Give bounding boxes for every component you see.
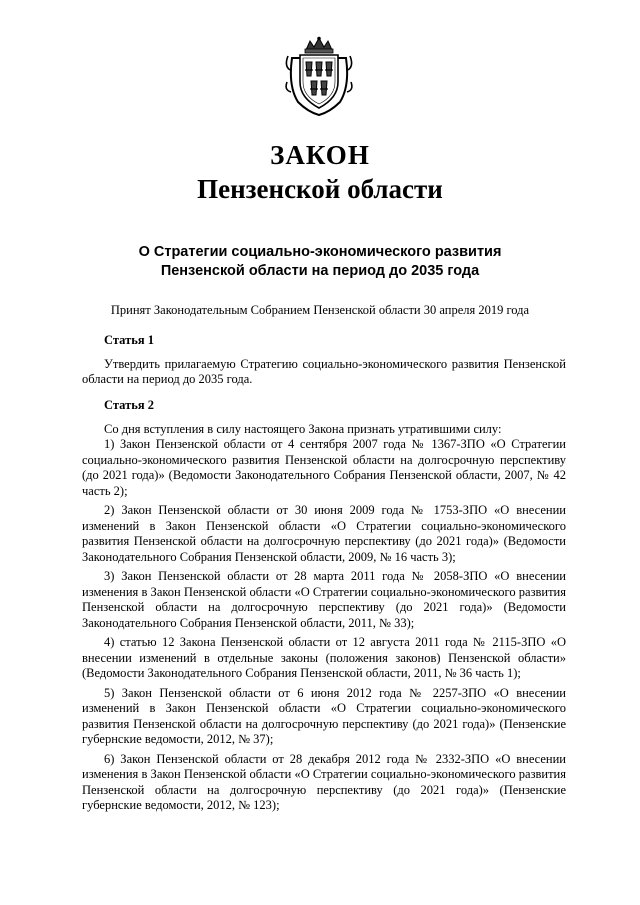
list-item: 3) Закон Пензенской области от 28 марта 2011 года № 2058-ЗПО «О внесении изменения в Закон Пензенской области «О Стратегии социально-экономического развития Пензенской области на долгосрочную перспективу (до 2021 года)» (Ведомости Законодательного Собрания Пензенской области, 2011, № 33); <box>82 569 566 630</box>
law-title: ЗАКОН <box>270 140 370 170</box>
article-2-intro: Со дня вступления в силу настоящего Закона признать утратившими силу: <box>104 421 502 436</box>
list-item: 6) Закон Пензенской области от 28 декабря 2012 года № 2332-ЗПО «О внесении изменения в Закон Пензенской области «О Стратегии социально-экономического развития Пензенской области на долгосрочную перспективу (до 2021 года)» (Пензенские губернские ведомости, 2012, № 123); <box>82 751 566 812</box>
adoption-note: Принят Законодательным Собранием Пензенской области 30 апреля 2019 года <box>110 303 530 317</box>
article-1-heading: Статья 1 <box>104 333 154 347</box>
list-item: 4) статью 12 Закона Пензенской области от 12 августа 2011 года № 2115-ЗПО «О внесении изменений в отдельные законы (положения законов) Пензенской области» (Ведомости Законодательного Собрания Пензенской области, 2011, № 36 часть 1); <box>82 635 566 680</box>
law-region: Пензенской области <box>197 174 443 204</box>
article-1 <box>82 333 566 388</box>
law-subject-line1: О Стратегии социально-экономического развития <box>138 244 502 260</box>
law-subject <box>60 243 580 281</box>
coat-of-arms-icon <box>284 36 354 116</box>
law-subject-line2: Пензенской области на период до 2035 года <box>160 263 480 279</box>
list-item: 2) Закон Пензенской области от 30 июня 2009 года № 1753-ЗПО «О внесении изменений в Закон Пензенской области «О Стратегии социально-экономического развития Пензенской области на долгосрочную перспективу (до 2021 года)» (Ведомости Законодательного Собрания Пензенской области, 2009, № 16 часть 3); <box>82 503 566 564</box>
article-1-text: Утвердить прилагаемую Стратегию социально-экономического развития Пензенской области на период до 2035 года. <box>82 356 566 386</box>
list-item: 5) Закон Пензенской области от 6 июня 2012 года № 2257-ЗПО «О внесении изменений в Закон Пензенской области «О Стратегии социально-экономического развития Пензенской области на долгосрочную перспективу (до 2021 года)» (Пензенские губернские ведомости, 2012, № 37); <box>82 685 566 746</box>
article-2-heading: Статья 2 <box>104 398 154 412</box>
article-2 <box>82 398 566 814</box>
list-item: 1) Закон Пензенской области от 4 сентября 2007 года № 1367-ЗПО «О Стратегии социально-экономического развития Пензенской области на долгосрочную перспективу (до 2021 года)» (Ведомости Законодательного Собрания Пензенской области, 2007, № 42 часть 2); <box>82 437 566 498</box>
